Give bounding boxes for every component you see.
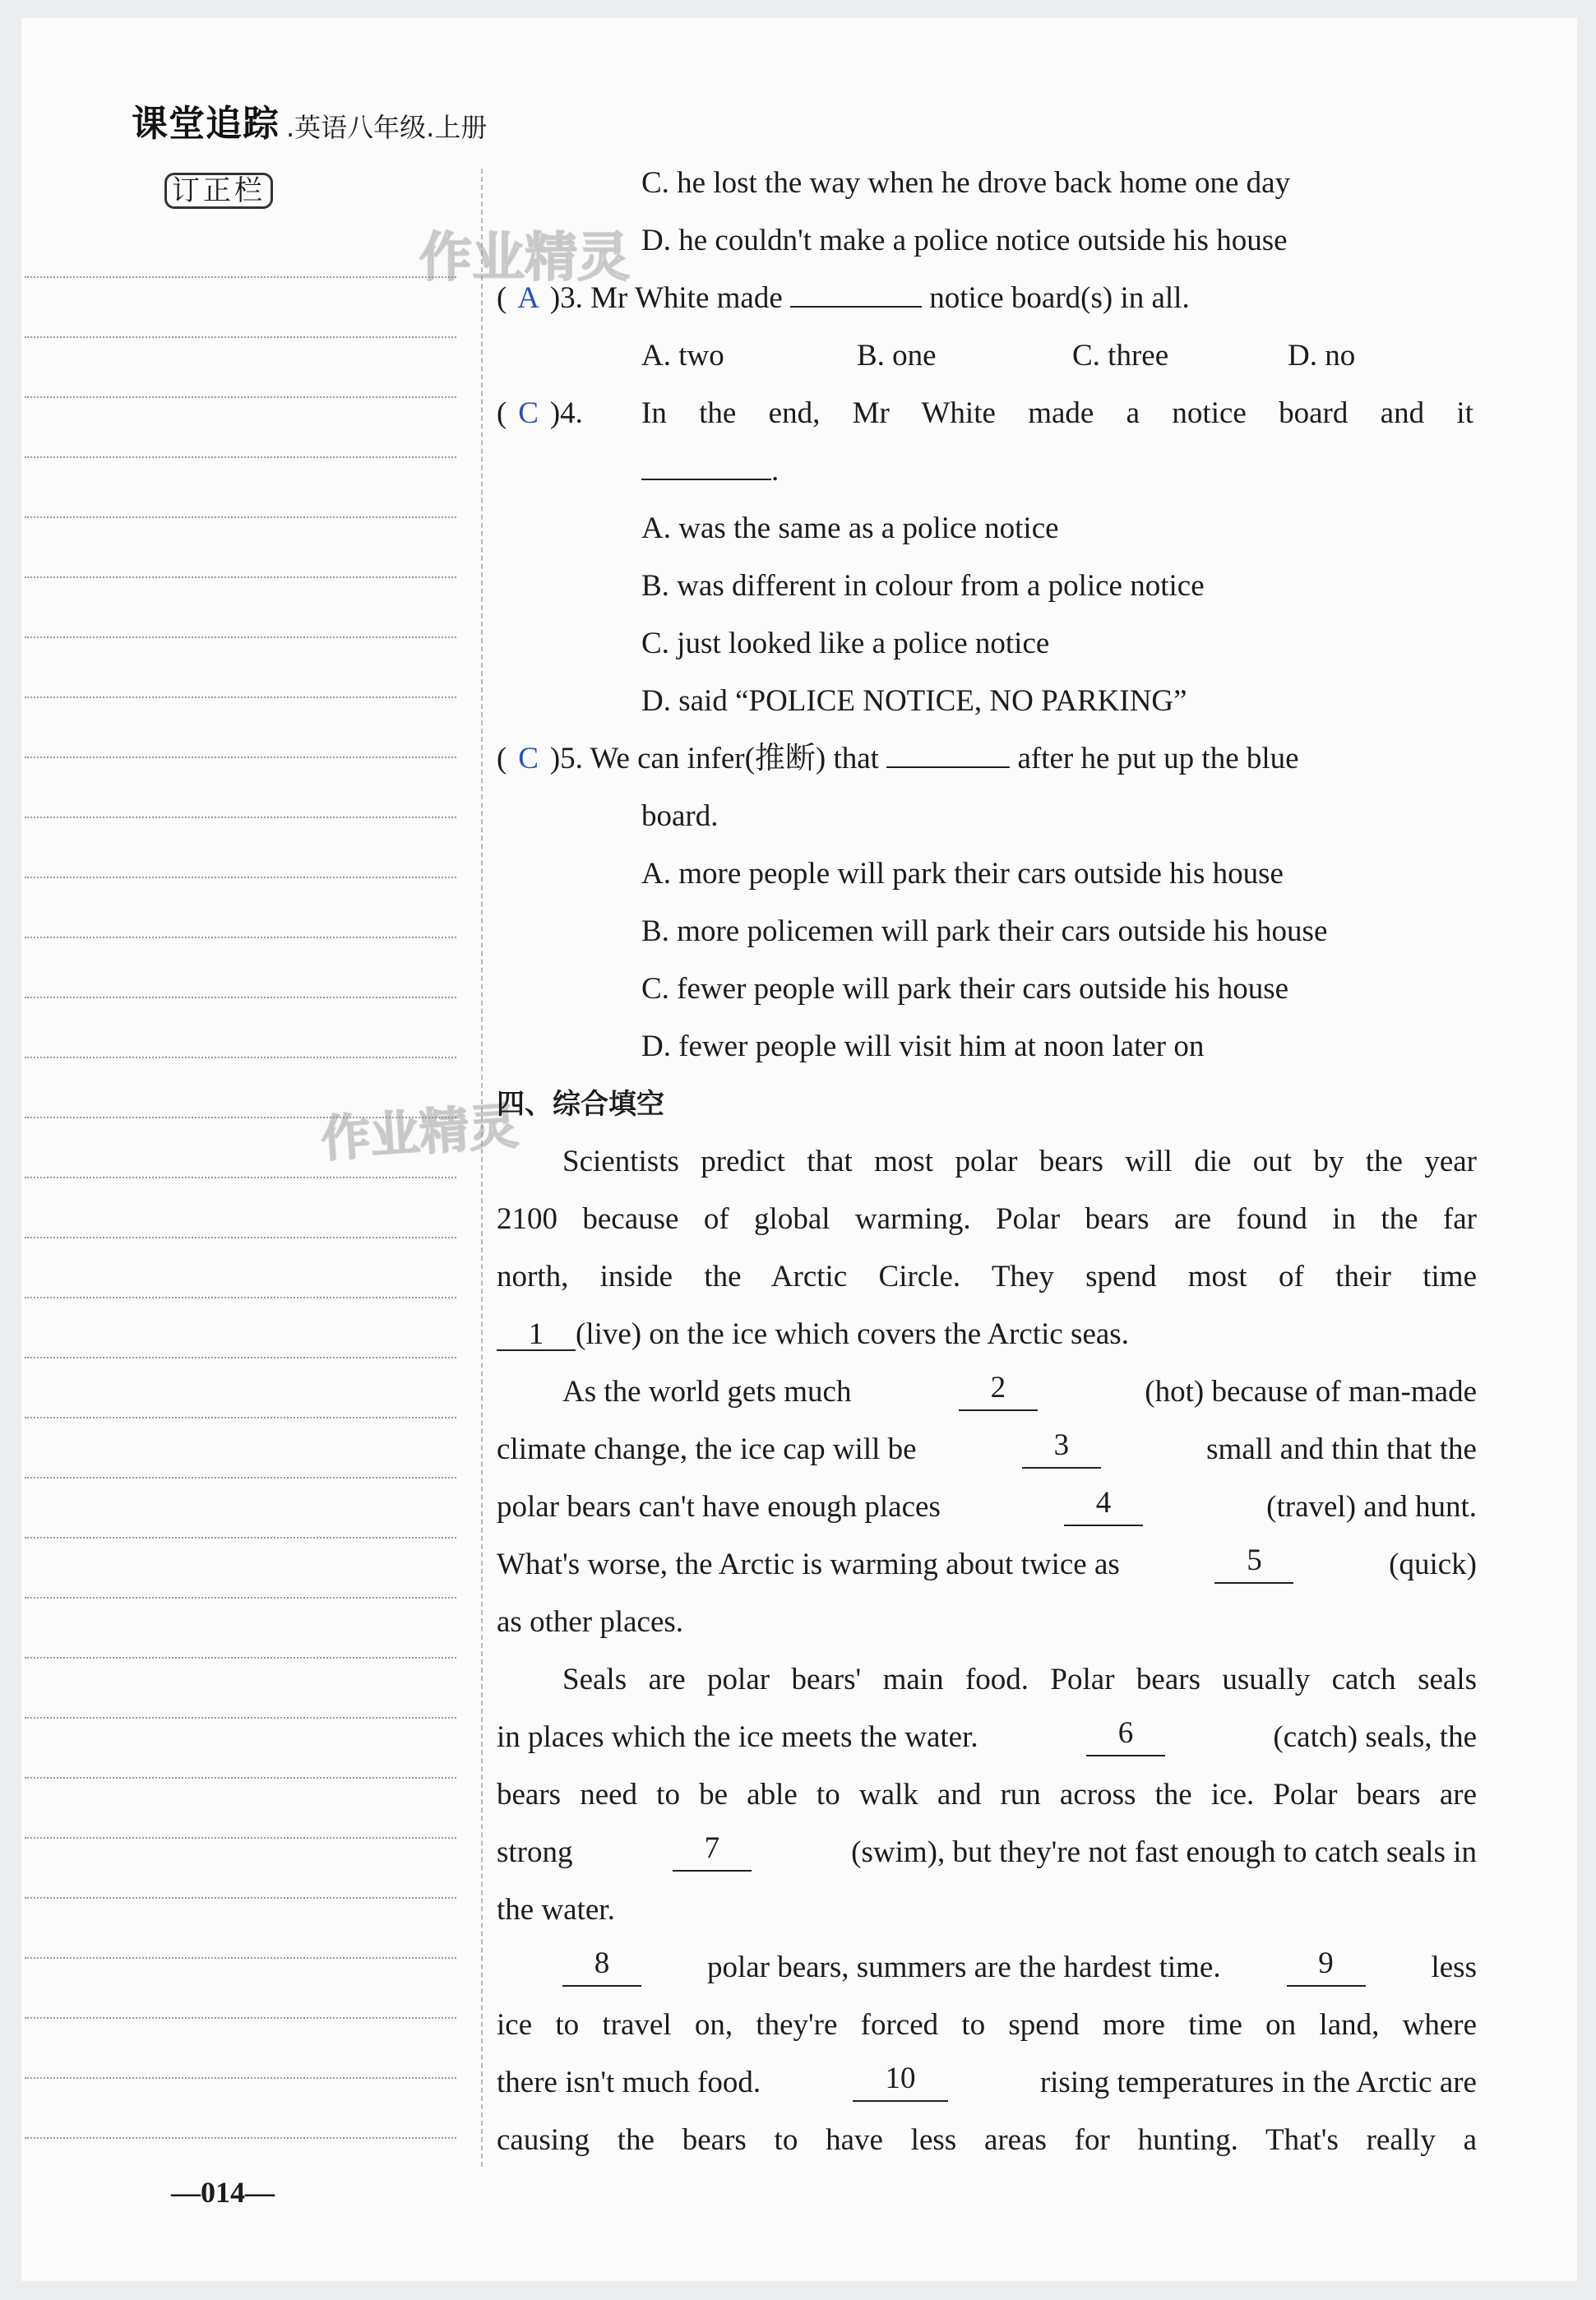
correction-line — [25, 1717, 456, 1719]
option: C. he lost the way when he drove back home one day — [641, 166, 1291, 200]
page-number: —014— — [171, 2176, 275, 2209]
correction-line — [25, 877, 456, 878]
correction-line — [25, 1957, 456, 1959]
passage-line: causing the bears to have less areas for hunting. That's really a — [497, 2123, 1477, 2157]
option: D. fewer people will visit him at noon later on — [641, 1030, 1205, 1063]
correction-line — [25, 1297, 456, 1298]
fill-blank[interactable]: 2 — [959, 1373, 1038, 1411]
passage-line: Seals are polar bears' main food. Polar bears usually catch seals — [562, 1663, 1477, 1696]
answer-mark: A — [517, 281, 539, 315]
passage-line: as other places. — [497, 1605, 684, 1639]
fill-blank[interactable]: 7 — [673, 1834, 752, 1872]
passage-line: north, inside the Arctic Circle. They spend most of their time — [497, 1260, 1477, 1293]
question-3: ( A )3. Mr White made notice board(s) in all. — [497, 280, 1190, 317]
passage-line: As the world gets much 2 (hot) because of man-made — [562, 1373, 1477, 1411]
correction-line — [25, 576, 456, 578]
passage-line: in places which the ice meets the water. 6 (catch) seals, the — [497, 1719, 1477, 1756]
correction-line — [25, 1657, 456, 1659]
fill-blank[interactable]: 9 — [1287, 1949, 1366, 1987]
fill-blank[interactable]: 6 — [1086, 1719, 1165, 1756]
option: B. one — [857, 339, 937, 373]
fill-blank[interactable]: 10 — [853, 2064, 948, 2102]
fill-blank[interactable]: 8 — [562, 1949, 641, 1987]
answer-blank — [886, 766, 1010, 768]
question-4-text: In the end, Mr White made a notice board and it — [641, 396, 1473, 430]
question-5: ( C )5. We can infer(推断) that after he put up the blue — [497, 740, 1299, 778]
correction-column-label: 订正栏 — [164, 173, 273, 209]
question-4-blank: . — [641, 452, 779, 490]
passage-line: polar bears can't have enough places 4 (travel) and hunt. — [497, 1488, 1477, 1526]
passage-line: ice to travel on, they're forced to spend more time on land, where — [497, 2008, 1477, 2042]
option: C. fewer people will park their cars outside his house — [641, 972, 1289, 1006]
correction-line — [25, 516, 456, 518]
correction-line — [25, 1837, 456, 1839]
option: B. more policemen will park their cars outside his house — [641, 914, 1328, 948]
correction-line — [25, 1537, 456, 1539]
passage-line: strong 7 (swim), but they're not fast enough to catch seals in — [497, 1834, 1477, 1872]
correction-line — [25, 1357, 456, 1358]
fill-blank[interactable]: 1 — [497, 1320, 576, 1351]
header — [132, 100, 487, 146]
correction-line — [25, 276, 456, 278]
watermark: 作业精灵 — [419, 228, 630, 289]
passage-line: Scientists predict that most polar bears will die out by the year — [562, 1145, 1477, 1178]
answer-mark: C — [518, 742, 539, 775]
correction-line — [25, 997, 456, 998]
correction-line — [25, 1057, 456, 1058]
correction-line — [25, 937, 456, 938]
brand-logo: 课堂追踪 — [132, 103, 280, 145]
correction-line — [25, 2137, 456, 2139]
question-5-cont: board. — [641, 799, 719, 833]
correction-line — [25, 396, 456, 398]
correction-line — [25, 456, 456, 458]
correction-line — [25, 2077, 456, 2079]
answer-blank — [641, 479, 771, 480]
margin-divider — [481, 169, 483, 2167]
answer-blank — [790, 306, 922, 308]
answer-mark: C — [518, 396, 539, 430]
book-subtitle: .英语八年级.上册 — [286, 112, 488, 143]
fill-blank[interactable]: 4 — [1064, 1488, 1143, 1526]
passage-line: bears need to be able to walk and run across the ice. Polar bears are — [497, 1778, 1477, 1812]
section-title: 四、综合填空 — [497, 1088, 664, 1121]
passage-line: 1 (live) on the ice which covers the Arctic seas. — [497, 1316, 1129, 1354]
correction-line — [25, 757, 456, 758]
correction-line — [25, 1777, 456, 1779]
correction-line — [25, 1177, 456, 1178]
correction-line — [25, 1597, 456, 1599]
correction-line — [25, 696, 456, 698]
watermark: 作业精灵 — [319, 1097, 520, 1169]
option: D. he couldn't make a police notice outside his house — [641, 224, 1288, 257]
correction-line — [25, 1897, 456, 1899]
correction-line — [25, 336, 456, 338]
option: A. two — [641, 339, 724, 373]
correction-line — [25, 1237, 456, 1238]
correction-line — [25, 636, 456, 638]
option: D. no — [1288, 339, 1356, 373]
correction-line — [25, 1417, 456, 1418]
option: B. was different in colour from a police notice — [641, 569, 1205, 603]
passage-line: 2100 because of global warming. Polar bears are found in the far — [497, 1202, 1477, 1236]
correction-line — [25, 1477, 456, 1479]
correction-line — [25, 2017, 456, 2019]
question-4: ( C )4. — [497, 395, 583, 433]
passage-line: 8 polar bears, summers are the hardest time. 9 less — [562, 1949, 1477, 1987]
fill-blank[interactable]: 3 — [1022, 1431, 1101, 1469]
passage-line: there isn't much food. 10 rising temperatures in the Arctic are — [497, 2064, 1477, 2102]
passage-line: What's worse, the Arctic is warming about twice as 5 (quick) — [497, 1546, 1477, 1584]
option: C. three — [1072, 339, 1169, 373]
fill-blank[interactable]: 5 — [1214, 1546, 1293, 1584]
option: D. said “POLICE NOTICE, NO PARKING” — [641, 684, 1187, 718]
option: A. was the same as a police notice — [641, 511, 1059, 545]
passage-line: climate change, the ice cap will be 3 small and thin that the — [497, 1431, 1477, 1469]
option: A. more people will park their cars outside his house — [641, 857, 1284, 891]
passage-line: the water. — [497, 1893, 615, 1927]
correction-line — [25, 817, 456, 818]
option: C. just looked like a police notice — [641, 627, 1050, 660]
